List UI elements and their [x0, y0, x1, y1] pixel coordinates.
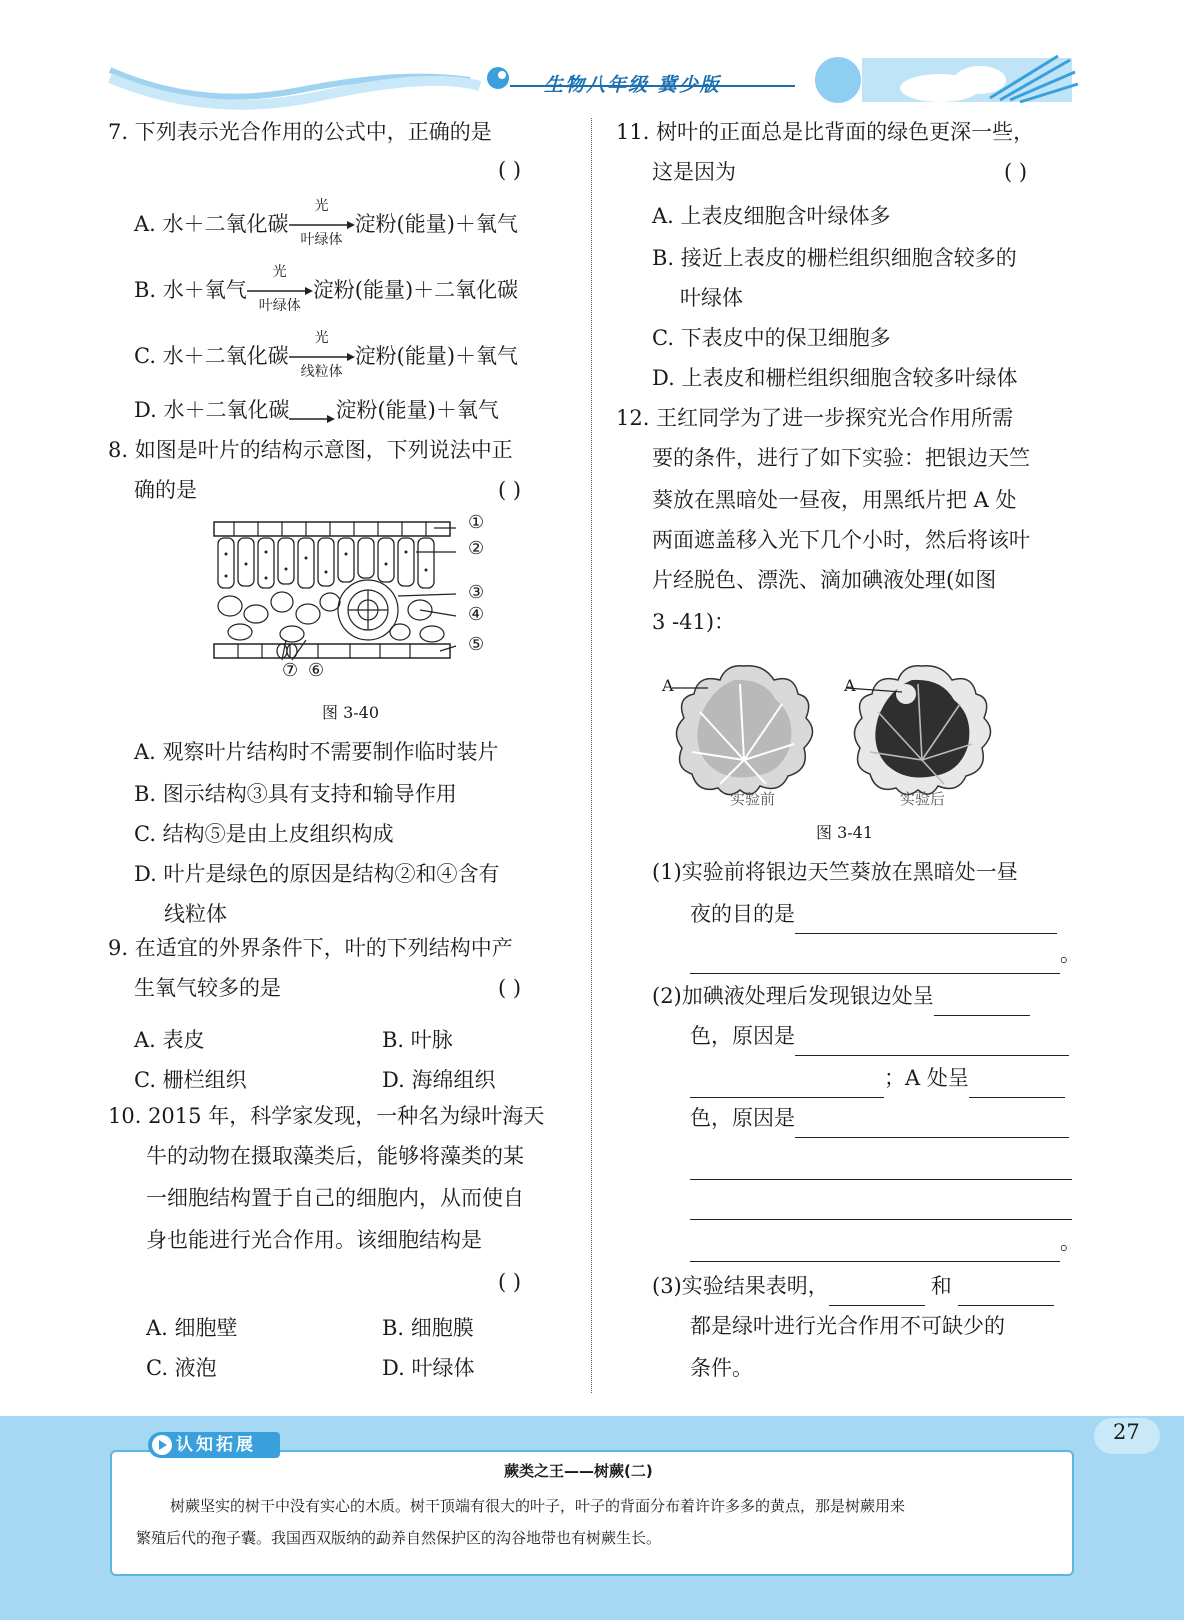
q7-option-a [134, 197, 518, 248]
fig340-label-5: ⑤ [468, 634, 485, 655]
q12-sub2-blank-2[interactable] [795, 1031, 1069, 1056]
q10-option-a: A. 细胞壁 [146, 1316, 238, 1340]
q12-sub2-blank-8[interactable] [690, 1237, 1060, 1262]
q7-c-arrow [289, 329, 355, 380]
q7-b-arrow-bottom: 叶绿体 [258, 297, 301, 314]
q7-b-arrow-top: 光 [272, 263, 287, 280]
q10-option-b: B. 细胞膜 [382, 1316, 474, 1340]
q9-line1: 9. 在适宜的外界条件下，叶的下列结构中产 [108, 936, 513, 960]
fig341-marker-a-before: A [662, 676, 674, 695]
q7-c-pre: C. 水＋二氧化碳 [134, 344, 289, 368]
q9-option-b: B. 叶脉 [382, 1028, 453, 1052]
fig341-caption: 图 3-41 [816, 823, 874, 842]
q10-line3: 一细胞结构置于自己的细胞内，从而使自 [146, 1186, 524, 1210]
q10-answer-paren: ( ) [498, 1270, 522, 1294]
q12-sub2-text4: 色，原因是 [690, 1106, 795, 1130]
q7-d-pre: D. 水＋二氧化碳 [134, 398, 290, 422]
q12-sub2-line5 [690, 1140, 1072, 1180]
header-banner [0, 50, 1184, 110]
q12-line3: 葵放在黑暗处一昼夜，用黑纸片把 A 处 [652, 488, 1017, 512]
q8-option-a: A. 观察叶片结构时不需要制作临时装片 [134, 740, 499, 764]
q8-option-d-cont: 线粒体 [164, 902, 227, 926]
q12-sub2-line2 [690, 1016, 1069, 1056]
column-divider [591, 118, 592, 1393]
q8-option-d: D. 叶片是绿色的原因是结构②和④含有 [134, 862, 500, 886]
q11-option-a: A. 上表皮细胞含叶绿体多 [652, 204, 891, 228]
fig340-label-3: ③ [468, 582, 485, 603]
q12-sub1-line3 [690, 934, 1081, 974]
q12-sub2-text2: 色，原因是 [690, 1024, 795, 1048]
fig341-label-after: 实验后 [900, 790, 946, 808]
q12-sub1-text: 夜的目的是 [690, 902, 795, 926]
q9-line2: 生氧气较多的是 [134, 976, 281, 1000]
q12-line2: 要的条件，进行了如下实验：把银边天竺 [652, 446, 1030, 470]
q10-line1: 10. 2015 年，科学家发现，一种名为绿叶海天 [108, 1104, 545, 1128]
q12-sub1-blank-2[interactable] [690, 949, 1060, 974]
q7-a-arrow-top: 光 [314, 197, 329, 214]
q9-answer-paren: ( ) [498, 976, 522, 1000]
play-icon [152, 1435, 172, 1455]
leaf-cross-section-figure [210, 514, 500, 684]
extension-line1: 树蕨坚实的树干中没有实心的木质。树干顶端有很大的叶子，叶子的背面分布着许许多多的黄点，那是树蕨用来 [170, 1497, 906, 1515]
q12-sub3-text1: (3)实验结果表明， [652, 1274, 829, 1298]
q12-sub3-line3: 条件。 [690, 1356, 753, 1380]
page-number: 27 [1113, 1420, 1140, 1444]
q12-sub2-blank-1[interactable] [934, 991, 1030, 1016]
q12-sub2-line4 [690, 1098, 1069, 1138]
q12-sub2-line6 [690, 1180, 1072, 1220]
q11-option-c: C. 下表皮中的保卫细胞多 [652, 326, 891, 350]
q10-option-c: C. 液泡 [146, 1356, 217, 1380]
fig340-label-7: ⑦ [282, 660, 299, 681]
q7-b-pre: B. 水＋氧气 [134, 278, 247, 302]
fig340-caption: 图 3-40 [322, 703, 380, 722]
q12-sub2-line7 [690, 1222, 1081, 1262]
q8-line2: 确的是 [134, 478, 197, 502]
q12-sub2-line1 [652, 976, 1030, 1016]
q7-a-arrow [289, 197, 355, 248]
q12-sub2-blank-4[interactable] [969, 1073, 1065, 1098]
q11-option-d: D. 上表皮和栅栏组织细胞含较多叶绿体 [652, 366, 1018, 390]
q7-b-post: 淀粉(能量)＋二氧化碳 [312, 278, 519, 302]
q10-line2: 牛的动物在摄取藻类后，能够将藻类的某 [146, 1144, 524, 1168]
q12-line1: 12. 王红同学为了进一步探究光合作用所需 [616, 406, 1014, 430]
extension-tag [148, 1432, 280, 1458]
q12-line6: 3 -41)： [652, 610, 736, 634]
q8-line1: 8. 如图是叶片的结构示意图，下列说法中正 [108, 438, 513, 462]
q7-option-c [134, 329, 519, 380]
q12-sub2-text1: (2)加碘液处理后发现银边处呈 [652, 984, 934, 1008]
q12-sub3-blank-1[interactable] [829, 1281, 925, 1306]
q7-a-post: 淀粉(能量)＋氧气 [354, 212, 518, 236]
extension-title: 蕨类之王——树蕨(二) [504, 1462, 653, 1480]
q12-sub1-period: 。 [1060, 942, 1081, 966]
q12-sub2-text3: ；A 处呈 [884, 1066, 969, 1090]
q8-option-b: B. 图示结构③具有支持和输导作用 [134, 782, 457, 806]
q12-line5: 片经脱色、漂洗、滴加碘液处理(如图 [652, 568, 997, 592]
q7-option-d [134, 394, 499, 424]
q7-d-post: 淀粉(能量)＋氧气 [335, 398, 499, 422]
fig340-label-6: ⑥ [308, 660, 325, 681]
q9-option-d: D. 海绵组织 [382, 1068, 496, 1092]
q12-sub3-line1 [652, 1266, 1054, 1306]
fig340-label-2: ② [468, 538, 485, 559]
q12-sub2-line3 [690, 1058, 1065, 1098]
q7-c-post: 淀粉(能量)＋氧气 [354, 344, 519, 368]
q12-sub3-and: 和 [930, 1274, 952, 1298]
q10-line4: 身也能进行光合作用。该细胞结构是 [146, 1228, 482, 1252]
q8-option-c: C. 结构⑤是由上皮组织构成 [134, 822, 394, 846]
q7-option-b [134, 263, 519, 314]
q7-a-pre: A. 水＋二氧化碳 [134, 212, 289, 236]
q12-sub1-line1: (1)实验前将银边天竺葵放在黑暗处一昼 [652, 860, 1018, 884]
extension-tag-label: 认知拓展 [176, 1435, 256, 1455]
q11-line2: 这是因为 [652, 160, 736, 184]
q12-sub2-blank-5[interactable] [795, 1113, 1069, 1138]
fig341-marker-a-after: A [844, 676, 856, 695]
q7-a-arrow-bottom: 叶绿体 [300, 231, 343, 248]
q11-line1: 11. 树叶的正面总是比背面的绿色更深一些， [616, 120, 1035, 144]
header-title: 生物八年级 冀少版 [544, 74, 721, 96]
q7-stem: 7. 下列表示光合作用的公式中，正确的是 [108, 120, 492, 144]
q12-sub2-blank-6[interactable] [690, 1155, 1072, 1180]
q11-answer-paren: ( ) [1004, 160, 1028, 184]
q7-b-arrow [247, 263, 313, 314]
q12-sub1-blank-1[interactable] [795, 909, 1057, 934]
q9-option-a: A. 表皮 [134, 1028, 205, 1052]
leaf-experiment-figure [664, 660, 1004, 810]
fig340-label-4: ④ [468, 604, 485, 625]
q7-c-arrow-bottom: 线粒体 [300, 363, 343, 380]
q9-option-c: C. 栅栏组织 [134, 1068, 247, 1092]
fig340-label-1: ① [468, 512, 485, 533]
q12-sub3-blank-2[interactable] [958, 1281, 1054, 1306]
q11-option-b-cont: 叶绿体 [680, 286, 743, 310]
extension-line2: 繁殖后代的孢子囊。我国西双版纳的勐养自然保护区的沟谷地带也有树蕨生长。 [136, 1529, 662, 1547]
q12-sub2-blank-3[interactable] [690, 1073, 884, 1098]
q7-c-arrow-top: 光 [314, 329, 329, 346]
q11-option-b: B. 接近上表皮的栅栏组织细胞含较多的 [652, 246, 1017, 270]
q12-sub1-line2 [690, 894, 1057, 934]
q12-line4: 两面遮盖移入光下几个小时，然后将该叶 [652, 528, 1030, 552]
q12-sub2-blank-7[interactable] [690, 1195, 1072, 1220]
q7-d-arrow [289, 406, 335, 418]
q8-answer-paren: ( ) [498, 478, 522, 502]
q10-option-d: D. 叶绿体 [382, 1356, 475, 1380]
q7-answer-paren: ( ) [498, 158, 522, 182]
q12-sub3-line2: 都是绿叶进行光合作用不可缺少的 [690, 1314, 1005, 1338]
q12-sub2-period: 。 [1060, 1230, 1081, 1254]
fig341-label-before: 实验前 [730, 790, 776, 808]
